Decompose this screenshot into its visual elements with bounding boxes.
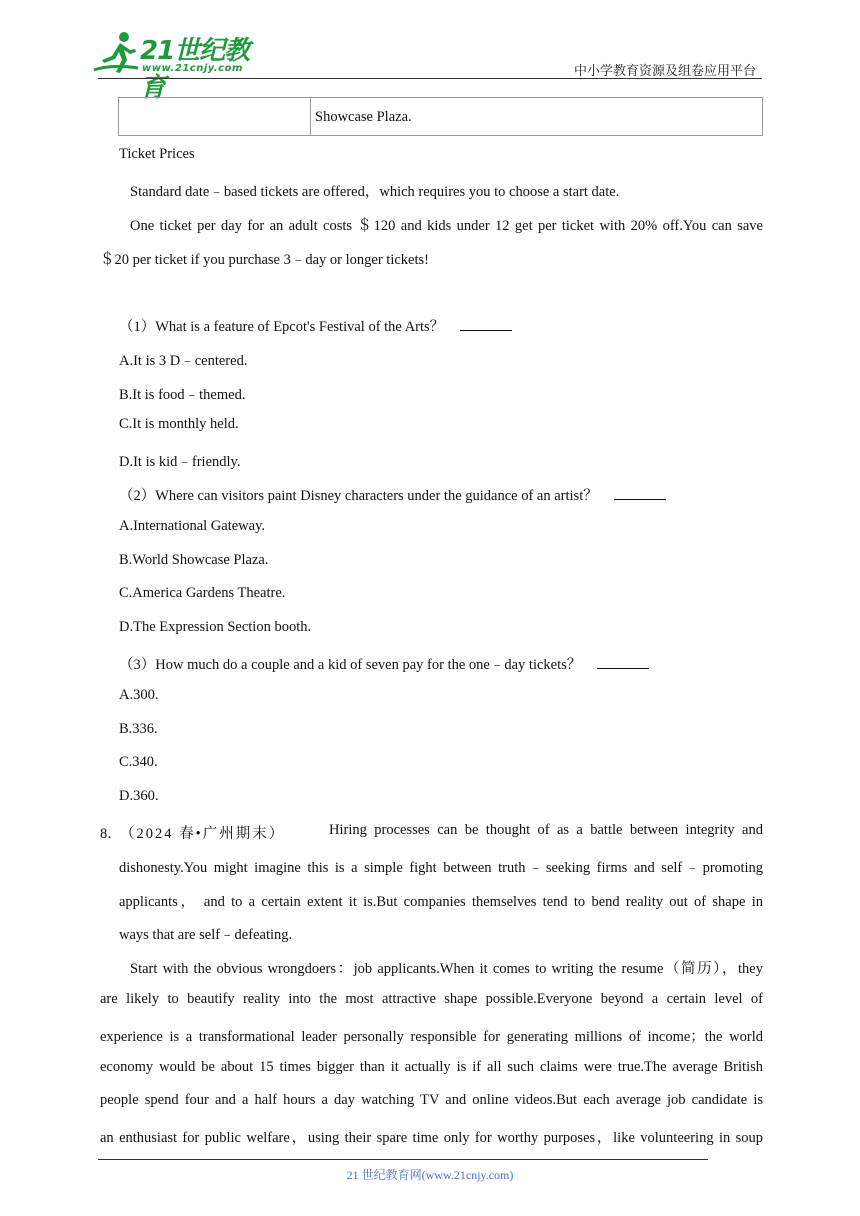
question-1-option-b: B.It is food﹣themed. (119, 387, 246, 403)
logo-url: www.21cnjy.com (142, 63, 243, 74)
question-3-option-b: B.336. (119, 721, 158, 737)
question-1 (119, 315, 512, 336)
passage-line-1: Start with the obvious wrongdoers：job applicants.When it comes to writing the resume（简历），they (130, 961, 763, 977)
footer-divider (98, 1159, 708, 1160)
runner-logo-icon (92, 30, 142, 76)
ticket-paragraph-2-line-1: One ticket per day for an adult costs ＄120 and kids under 12 get per ticket with 20% off.You can save (130, 218, 763, 234)
table-cell-empty (119, 98, 311, 135)
question-stem: （1）What is a feature of Epcot's Festival of the Arts？ (119, 319, 445, 335)
ticket-heading: Ticket Prices (119, 146, 195, 162)
question-2-option-c: C.America Gardens Theatre. (119, 585, 286, 601)
question-8-source: （2024 春•广州期末） (120, 826, 286, 842)
info-table (118, 97, 763, 136)
question-1-option-c: C.It is monthly held. (119, 416, 239, 432)
question-2-option-d: D.The Expression Section booth. (119, 619, 312, 635)
passage-line-2: are likely to beautify reality into the most attractive shape possible.Everyone beyond a certain level of (100, 991, 763, 1007)
question-3-option-a: A.300. (119, 687, 159, 703)
question-3-option-c: C.340. (119, 754, 158, 770)
answer-blank[interactable] (460, 318, 512, 331)
site-logo (92, 30, 262, 103)
question-8-line-1: Hiring processes can be thought of as a battle between integrity and (329, 822, 763, 838)
question-2 (119, 484, 666, 505)
question-8-line-4: ways that are self﹣defeating. (119, 927, 293, 943)
question-stem: （2）Where can visitors paint Disney characters under the guidance of an artist？ (119, 488, 598, 504)
table-cell-location: Showcase Plaza. (315, 109, 412, 125)
ticket-paragraph-2-line-2: ＄20 per ticket if you purchase 3﹣day or longer tickets! (100, 252, 429, 268)
header-divider (98, 78, 762, 79)
page-header (0, 0, 860, 103)
question-3 (119, 653, 649, 674)
question-2-option-a: A.International Gateway. (119, 518, 266, 534)
question-8-line-3: applicants， and to a certain extent it is.But companies themselves tend to bend reality out of shape in (119, 894, 763, 910)
answer-blank[interactable] (597, 656, 649, 669)
question-8-number: 8． (100, 826, 122, 842)
passage-line-3: experience is a transformational leader personally responsible for generating millions of income；the world (100, 1029, 763, 1045)
passage-line-6: an enthusiast for public welfare，using their spare time only for worthy purposes，like volunteering in soup (100, 1130, 763, 1146)
question-stem: （3）How much do a couple and a kid of seven pay for the one﹣day tickets？ (119, 657, 582, 673)
question-1-option-a: A.It is 3 D﹣centered. (119, 353, 248, 369)
question-1-option-d: D.It is kid﹣friendly. (119, 454, 241, 470)
header-platform-title: 中小学教育资源及组卷应用平台 (573, 63, 756, 78)
answer-blank[interactable] (614, 487, 666, 500)
logo-text: 21世纪教育 (140, 36, 250, 103)
question-2-option-b: B.World Showcase Plaza. (119, 552, 269, 568)
ticket-paragraph-1: Standard date﹣based tickets are offered，which requires you to choose a start date. (130, 184, 620, 200)
passage-line-5: people spend four and a half hours a day watching TV and online videos.But each average job candidate is (100, 1092, 763, 1108)
footer-link[interactable]: 21 世纪教育网(www.21cnjy.com) (346, 1168, 514, 1182)
passage-line-4: economy would be about 15 times bigger than it actually is if all such claims were true.The average British (100, 1059, 763, 1075)
question-3-option-d: D.360. (119, 788, 159, 804)
question-8-line-2: dishonesty.You might imagine this is a simple fight between truth﹣seeking firms and self﹣promoting (119, 860, 763, 876)
